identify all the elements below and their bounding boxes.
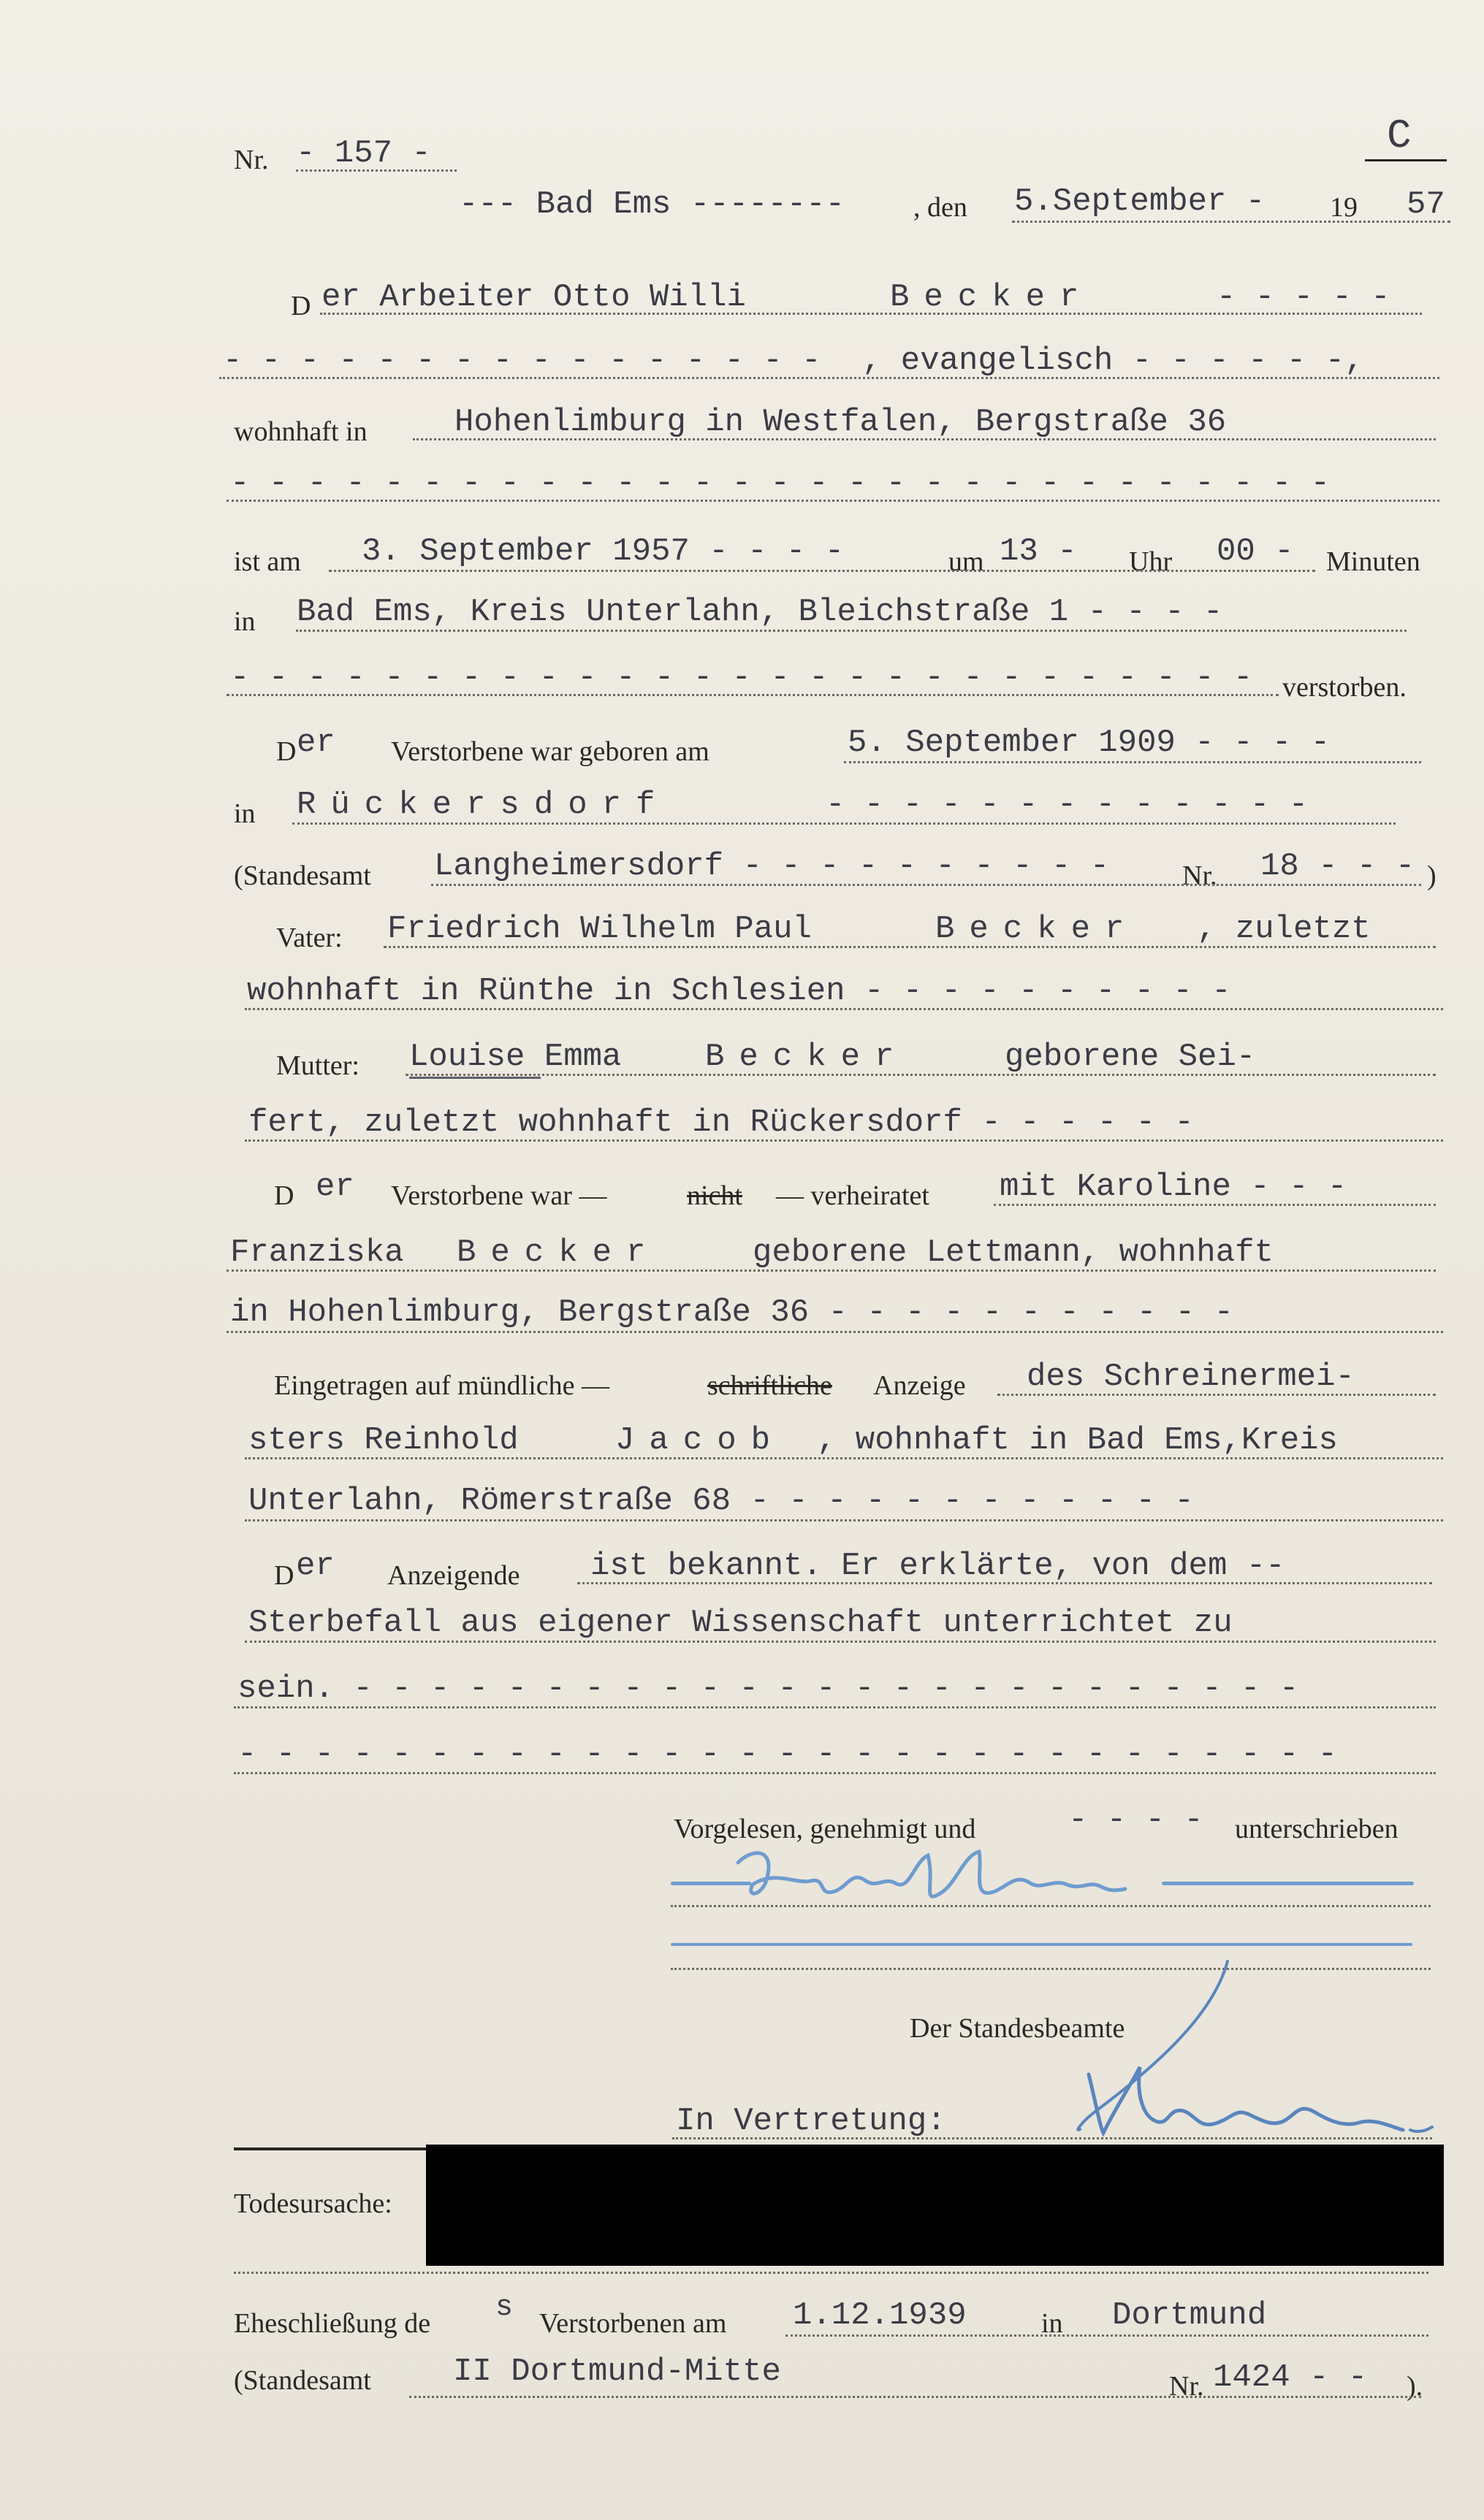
nr-label: Nr. xyxy=(234,145,269,175)
dash-fill: - - - - xyxy=(1068,1802,1203,1839)
spouse-line2: geborene Lettmann, wohnhaft xyxy=(753,1234,1274,1271)
vater-name: Friedrich Wilhelm Paul xyxy=(387,911,812,947)
dotted-line xyxy=(329,570,1315,572)
marriage-place: Dortmund xyxy=(1112,2297,1267,2334)
signature-rule xyxy=(671,1943,1412,1946)
vater-label: Vater: xyxy=(276,923,343,953)
dotted-line xyxy=(785,2334,1428,2337)
dotted-line xyxy=(227,500,1439,502)
dotted-line xyxy=(234,1772,1436,1774)
birth-nr-label: Nr. xyxy=(1182,860,1217,891)
todesursache-label: Todesursache: xyxy=(234,2188,392,2219)
religion: , evangelisch - - - - - -, xyxy=(862,343,1364,379)
mutter-underline xyxy=(409,1077,541,1079)
um-label: um xyxy=(948,546,984,577)
footer-close: ). xyxy=(1407,2371,1423,2402)
marriage-in-label: in xyxy=(1041,2308,1063,2339)
registry-place: --- Bad Ems -------- xyxy=(459,186,845,223)
vater-surname: Becker xyxy=(935,911,1139,947)
unterschrieben-label: unterschrieben xyxy=(1235,1814,1399,1844)
dotted-line xyxy=(227,694,1279,696)
informant-line2a: sters Reinhold xyxy=(248,1422,519,1459)
registry-date: 5.September - xyxy=(1014,183,1266,220)
dotted-line xyxy=(245,1457,1443,1459)
redaction-box xyxy=(426,2145,1444,2266)
dotted-line xyxy=(227,1269,1436,1272)
den-label: , den xyxy=(913,192,967,223)
dotted-line xyxy=(245,1519,1443,1521)
death-date: 3. September 1957 - - - - xyxy=(362,533,845,570)
marriage-date: 1.12.1939 xyxy=(793,2297,967,2334)
nicht-struck: nicht xyxy=(687,1180,742,1211)
dotted-line xyxy=(577,1582,1432,1584)
married-label-b: — verheiratet xyxy=(776,1180,929,1211)
footer-nr-label: Nr. xyxy=(1169,2371,1204,2402)
birth-close: ) xyxy=(1427,860,1437,891)
statement-line3: sein. - - - - - - - - - - - - - - - - - - - - - - - - - xyxy=(237,1671,1299,1707)
birth-date: 5. September 1909 - - - - xyxy=(848,725,1331,761)
registrar-signature xyxy=(1067,1958,1476,2147)
dotted-line xyxy=(245,1008,1443,1010)
schriftliche-struck: schriftliche xyxy=(707,1370,832,1401)
dotted-line xyxy=(1012,221,1450,223)
dash-fill: - - - - - xyxy=(1217,279,1390,316)
informant-line1: des Schreinermei- xyxy=(1027,1359,1355,1395)
mutter-residence: fert, zuletzt wohnhaft in Rückersdorf - - - - - - xyxy=(248,1104,1194,1141)
death-minute: 00 - xyxy=(1217,533,1294,570)
vorgelesen-label: Vorgelesen, genehmigt und xyxy=(674,1814,976,1844)
informant-d-typed: er xyxy=(296,1548,335,1584)
dotted-line xyxy=(219,377,1439,379)
residence: Hohenlimburg in Westfalen, Bergstraße 36 xyxy=(454,404,1227,440)
dotted-line xyxy=(296,630,1407,632)
year-prefix: 19 xyxy=(1330,192,1358,223)
informant-surname: Jacob xyxy=(615,1422,785,1459)
dotted-line xyxy=(234,2272,1428,2274)
dotted-line xyxy=(844,761,1421,763)
deceased-surname: Becker xyxy=(890,279,1094,316)
in-label: in xyxy=(234,606,256,637)
verstorben-label: verstorben. xyxy=(1282,672,1407,703)
informant-d-prefix: D xyxy=(274,1560,294,1591)
birth-nr: 18 - - - xyxy=(1260,848,1415,885)
d-prefix: D xyxy=(291,291,311,321)
dotted-line xyxy=(406,1074,1436,1076)
dotted-line xyxy=(296,169,457,172)
spouse-first: Franziska xyxy=(230,1234,404,1271)
vater-residence: wohnhaft in Rünthe in Schlesien - - - - - - - - - - xyxy=(247,973,1231,1009)
dotted-line xyxy=(292,822,1396,825)
dotted-line xyxy=(384,946,1436,948)
informant-line2b: , wohnhaft in Bad Ems,Kreis xyxy=(817,1422,1338,1459)
dotted-line xyxy=(409,2396,1421,2398)
death-hour: 13 - xyxy=(1000,533,1077,570)
dotted-line xyxy=(245,1139,1443,1142)
birth-in-label: in xyxy=(234,798,256,829)
record-number: - 157 - xyxy=(296,135,431,172)
signature-dash xyxy=(1162,1882,1414,1885)
footer-standesamt-label: (Standesamt xyxy=(234,2365,371,2396)
marriage-d-prefix: D xyxy=(274,1180,294,1211)
mutter-name: Louise Emma xyxy=(409,1039,622,1075)
spouse-surname: Becker xyxy=(457,1234,661,1271)
eheschliessung-s: s xyxy=(495,2291,514,2324)
statement-line2: Sterbefall aus eigener Wissenschaft unterrichtet zu xyxy=(248,1605,1233,1641)
wohnhaft-label: wohnhaft in xyxy=(234,416,368,447)
ist-am-label: ist am xyxy=(234,546,301,577)
mutter-end: geborene Sei- xyxy=(1005,1039,1256,1075)
uhr-label: Uhr xyxy=(1129,546,1173,577)
dotted-line xyxy=(245,1641,1436,1643)
dash-fill: - - - - - - - - - - - - - xyxy=(826,787,1309,823)
register-letter: C xyxy=(1387,112,1412,159)
dotted-line xyxy=(234,1706,1436,1708)
anzeige-label: Anzeige xyxy=(873,1370,966,1401)
dotted-line xyxy=(413,438,1436,440)
marriage-d-typed: er xyxy=(316,1169,354,1205)
marriage-nr: 1424 - - xyxy=(1213,2359,1368,2396)
standesamt-label: (Standesamt xyxy=(234,860,371,891)
statement-line4: - - - - - - - - - - - - - - - - - - - - - - - - - - - - - xyxy=(237,1736,1338,1773)
birth-standesamt: Langheimersdorf - - - - - - - - - - xyxy=(434,848,1110,885)
dotted-line xyxy=(227,1331,1443,1333)
dotted-line xyxy=(671,1905,1431,1907)
spouse-residence: in Hohenlimburg, Bergstraße 36 - - - - - - - - - - - xyxy=(230,1294,1234,1331)
statement-line1: ist bekannt. Er erklärte, von dem -- xyxy=(590,1548,1285,1584)
marriage-standesamt: II Dortmund-Mitte xyxy=(453,2353,781,2390)
dash-fill: - - - - - - - - - - - - - - - - - - - - - - - - - - - xyxy=(230,660,1253,696)
dash-fill: - - - - - - - - - - - - - - - - xyxy=(223,343,821,379)
vater-end: , zuletzt xyxy=(1197,911,1371,947)
eheschliessung-label: Eheschließung de xyxy=(234,2308,431,2339)
report-label: Eingetragen auf mündliche — xyxy=(274,1370,610,1401)
spouse-line1: mit Karoline - - - xyxy=(1000,1169,1347,1205)
anzeigende-label: Anzeigende xyxy=(387,1560,520,1591)
born-label: Verstorbene war geboren am xyxy=(391,736,709,767)
vertretung-label: In Vertretung: xyxy=(676,2103,946,2139)
der-typed: er xyxy=(297,725,335,761)
standesbeamte-label: Der Standesbeamte xyxy=(910,2013,1125,2044)
dash-fill: - - - - - - - - - - - - - - - - - - - - - - - - - - - - - xyxy=(230,465,1331,502)
verstorbenen-label: Verstorbenen am xyxy=(539,2308,727,2339)
informant-signature xyxy=(731,1841,1169,1921)
der-prefix: D xyxy=(276,736,297,767)
minuten-label: Minuten xyxy=(1326,546,1420,577)
year-suffix: 57 xyxy=(1407,186,1445,223)
married-label: Verstorbene war — xyxy=(391,1180,607,1211)
informant-line3: Unterlahn, Römerstraße 68 - - - - - - - - - - - - xyxy=(248,1483,1194,1519)
birth-place: Rückersdorf xyxy=(297,787,670,823)
dotted-line xyxy=(431,884,1421,886)
mutter-label: Mutter: xyxy=(276,1050,359,1081)
mutter-surname: Becker xyxy=(705,1039,909,1075)
letter-underline xyxy=(1365,159,1447,161)
deceased-name: er Arbeiter Otto Willi xyxy=(321,279,746,316)
death-place: Bad Ems, Kreis Unterlahn, Bleichstraße 1 - - - - xyxy=(297,594,1223,630)
dotted-line xyxy=(997,1394,1436,1396)
dotted-line xyxy=(994,1204,1436,1206)
dotted-line xyxy=(320,313,1422,315)
